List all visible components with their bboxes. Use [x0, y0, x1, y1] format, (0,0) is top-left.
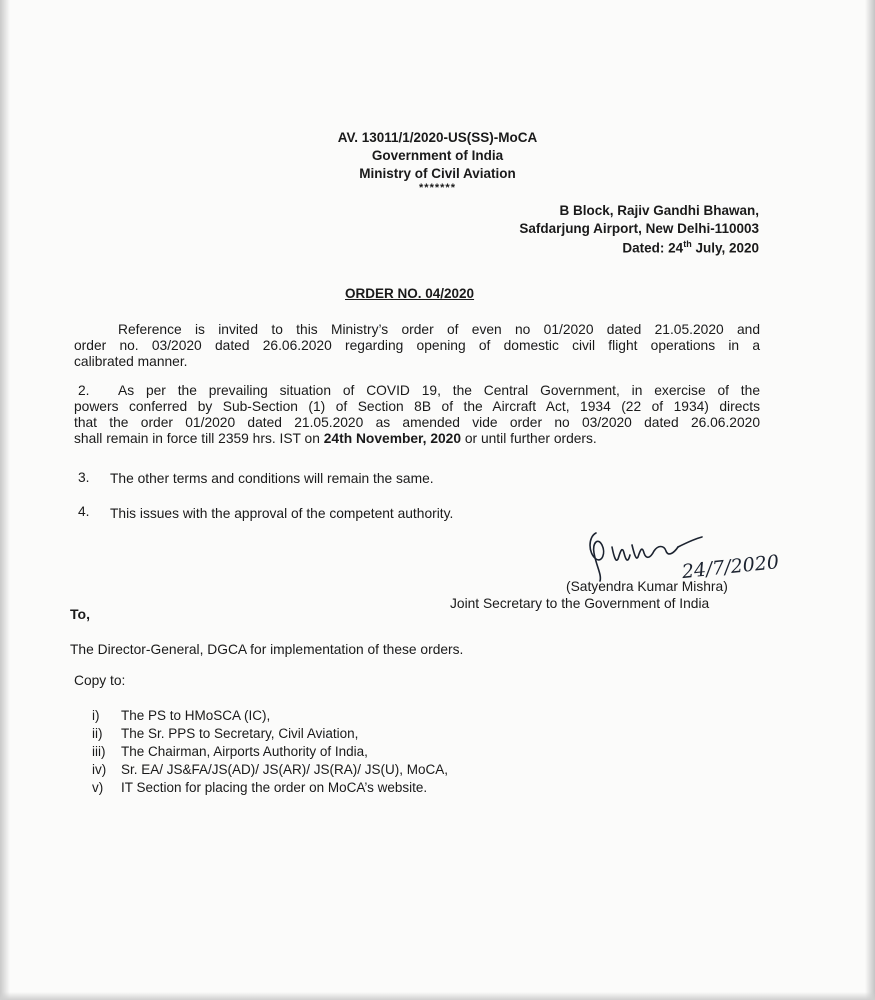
- government-heading: Government of India: [371, 148, 504, 163]
- extension-date: 24th November, 2020: [323, 431, 462, 446]
- copy-item-number: iii): [92, 744, 106, 759]
- paragraph-1: [74, 322, 760, 370]
- paragraph-2-line-3: that the order 01/2020 dated 21.05.2020 as amended vide order no 03/2020 dated 26.06.2020: [74, 415, 760, 430]
- scan-shadow-bottom: [0, 992, 875, 1000]
- copy-list-item: [92, 744, 368, 759]
- paragraph-4-text: This issues with the approval of the competent authority.: [110, 506, 454, 521]
- paragraph-2-line-1: As per the prevailing situation of COVID 19, the Central Government, in exercise of the: [118, 383, 760, 398]
- copy-item-text: The Chairman, Airports Authority of India,: [121, 744, 368, 759]
- paragraph-2: [74, 383, 760, 447]
- date-superscript: th: [683, 239, 692, 249]
- to-addressee: The Director-General, DGCA for implementation of these orders.: [70, 642, 464, 657]
- copy-to-label: Copy to:: [74, 673, 126, 688]
- date-rest: July, 2020: [691, 240, 759, 256]
- paragraph-3-number: 3.: [78, 470, 90, 485]
- paragraph-2-number: 2.: [78, 383, 90, 398]
- signatory-name: (Satyendra Kumar Mishra): [566, 579, 728, 594]
- copy-item-text: IT Section for placing the order on MoCA’s website.: [121, 780, 428, 795]
- copy-list-item: [92, 762, 448, 777]
- paragraph-1-line-1: Reference is invited to this Ministry’s order of even no 01/2020 dated 21.05.2020 and: [118, 322, 760, 337]
- copy-item-number: v): [92, 780, 104, 795]
- paragraph-2-line-2: powers conferred by Sub-Section (1) of Section 8B of the Aircraft Act, 1934 (22 of 1934) directs: [74, 399, 760, 414]
- paragraph-1-line-2: order no. 03/2020 dated 26.06.2020 regarding opening of domestic civil flight operations in a: [74, 338, 760, 353]
- file-number: AV. 13011/1/2020-US(SS)-MoCA: [337, 130, 538, 145]
- copy-list-item: [92, 780, 427, 795]
- handwritten-signature: [582, 523, 782, 585]
- address-line-1: B Block, Rajiv Gandhi Bhawan,: [559, 203, 759, 218]
- handwritten-date: 24/7/2020: [680, 551, 780, 584]
- ministry-heading: Ministry of Civil Aviation: [359, 166, 516, 181]
- order-title: ORDER NO. 04/2020: [345, 286, 475, 301]
- copy-item-number: iv): [92, 762, 107, 777]
- signatory-designation: Joint Secretary to the Government of India: [450, 596, 710, 611]
- paragraph-4-number: 4.: [78, 504, 90, 519]
- paragraph-1-line-3: calibrated manner.: [74, 354, 188, 369]
- copy-item-number: ii): [92, 726, 103, 741]
- copy-item-text: Sr. EA/ JS&FA/JS(AD)/ JS(AR)/ JS(RA)/ JS(U), MoCA,: [121, 762, 449, 777]
- copy-item-number: i): [92, 708, 100, 723]
- date-label: Dated: 24: [622, 240, 684, 256]
- paragraph-2-line-4-end: or until further orders.: [461, 431, 597, 446]
- copy-item-text: The PS to HMoSCA (IC),: [121, 708, 271, 723]
- address-line-2: Safdarjung Airport, New Delhi-110003: [519, 221, 759, 236]
- copy-list-item: [92, 726, 358, 741]
- copy-item-text: The Sr. PPS to Secretary, Civil Aviation,: [121, 726, 359, 741]
- copy-list-item: [92, 708, 270, 723]
- order-date: [622, 239, 759, 256]
- paragraph-2-line-4-start: shall remain in force till 2359 hrs. IST on: [74, 431, 324, 446]
- signature-drawing: [582, 523, 782, 585]
- paragraph-2-line-4: [74, 431, 760, 447]
- to-label: To,: [70, 606, 90, 622]
- paragraph-3-text: The other terms and conditions will remain the same.: [110, 471, 434, 486]
- header-stars: *******: [419, 182, 456, 194]
